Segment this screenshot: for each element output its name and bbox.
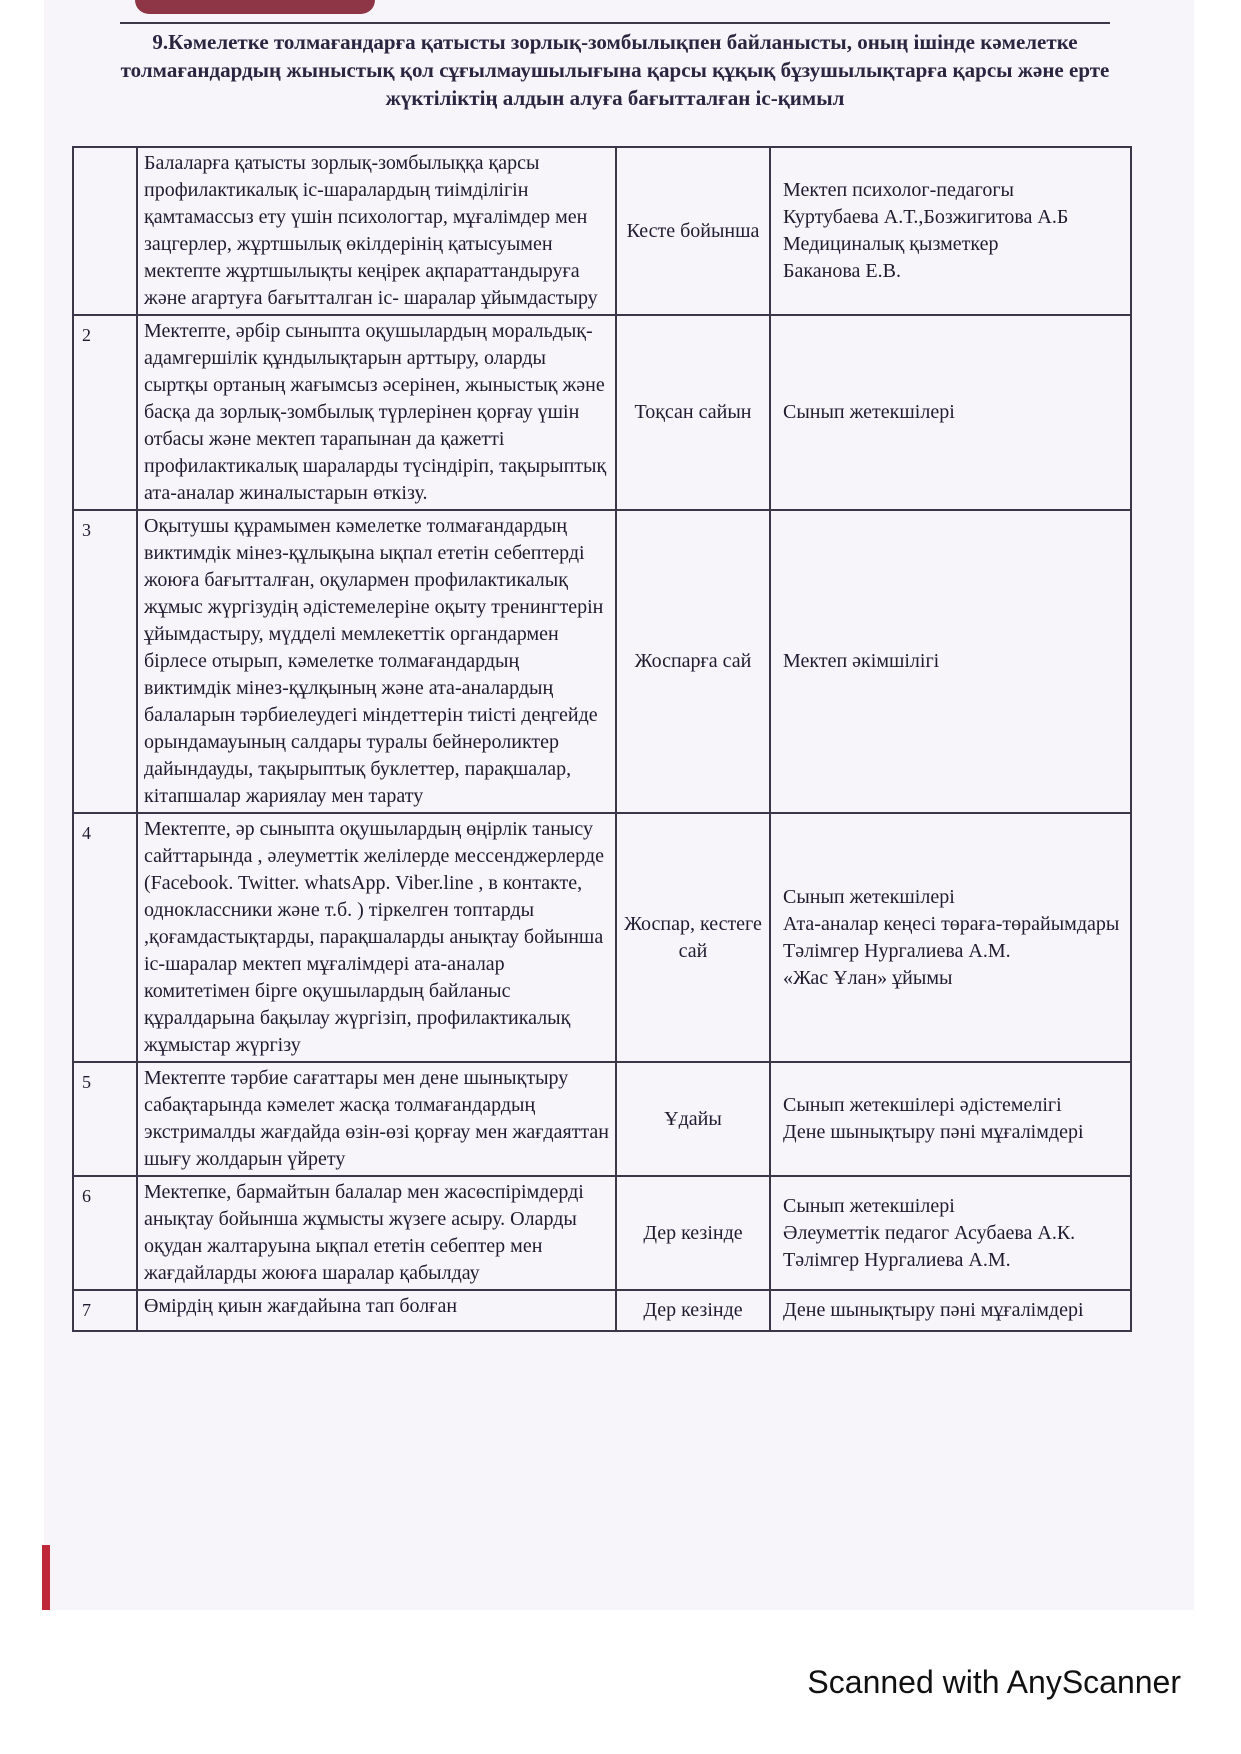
red-folder-edge (135, 0, 375, 14)
responsible-person: Баканова Е.В. (783, 260, 901, 282)
row-responsible (770, 315, 1131, 510)
responsible-person: Дене шынықтыру пәні мұғалімдері (783, 1299, 1084, 1321)
table-row (73, 813, 1131, 1062)
responsible-person: Тәлімгер Нургалиева А.М. (783, 1248, 1011, 1271)
row-deadline: Тоқсан сайын (616, 315, 770, 510)
row-number (73, 147, 137, 315)
responsible-person: «Жас Ұлан» ұйымы (783, 966, 953, 989)
row-deadline: Дер кезінде (616, 1290, 770, 1331)
responsible-person: Сынып жетекшілері (783, 401, 955, 423)
row-deadline: Ұдайы (616, 1062, 770, 1176)
responsible-person: Сынып жетекшілері әдістемелігі (783, 1094, 1062, 1116)
row-description: Мектепте тәрбие сағаттары мен дене шынықтыру сабақтарында кәмелет жасқа толмағандардың экстрималды жағдайда өзін-өзі қорғау мен жағдаяттан шығу жолдарын үйрету (137, 1062, 616, 1176)
table-row (73, 1176, 1131, 1290)
row-deadline: Кесте бойынша (616, 147, 770, 315)
row-description: Мектепте, әр сыныпта оқушылардың өңірлік танысу сайттарында , әлеуметтік желілерде мессенджерлерде (Facebook. Twitter. whatsApp. Viber.line , в контакте, одноклассники және т.б. ) тіркелген топтарды ,қоғамдастықтарды, парақшаларды анықтау бойынша іс-шаралар мектеп мұғалімдері ата-аналар комитетімен бірге оқушылардың байланыс құралдарына бақылау жүргізіп, профилактикалық жұмыстар жүргізу (137, 813, 616, 1062)
scanner-watermark: Scanned with AnyScanner (807, 1664, 1181, 1700)
responsible-person: Медициналық қызметкер (783, 233, 999, 255)
responsible-person: Сынып жетекшілері (783, 885, 955, 908)
measures-table-wrapper (72, 146, 1132, 1332)
measures-table-body (73, 147, 1131, 1331)
row-description: Балаларға қатысты зорлық-зомбылыққа қарсы профилактикалық іс-шаралардың тиімділігін қамтамассыз ету үшін психологтар, мұғалімдер мен зацгерлер, жұртшылық өкілдерінің қатысуымен мектепте жұртшылықты кеңірек ақпараттандыруға және агартуға бағытталган іс- шаралар ұйымдастыру (137, 147, 616, 315)
row-description: Оқытушы құрамымен кәмелетке толмағандардың виктимдік мінез-құлықына ықпал ететін себептерді жоюға бағытталған, оқулармен профилактикалық жұмыс жүргізудің әдістемелеріне оқыту тренингтерін ұйымдастыру, мүдделі мемлекеттік органдармен бірлесе отырып, кәмелетке толмағандардың виктимдік мінез-құлқының және ата-аналардың балаларын тәрбиелеудегі міндеттерін тиісті деңгейде орындамауының салдары туралы бейнероликтер дайындауды, тақырыптық буклеттер, парақшалар, кітапшалар жариялау мен тарату (137, 510, 616, 813)
row-description: Өмірдің қиын жағдайына тап болған (137, 1290, 616, 1331)
responsible-person: Мектеп әкімшілігі (783, 650, 940, 672)
row-number: 7 (73, 1290, 137, 1331)
table-row (73, 1062, 1131, 1176)
row-description: Мектепте, әрбір сыныпта оқушылардың моральдық-адамгершілік құндылықтарын арттыру, оларды сыртқы ортаның жағымсыз әсерінен, жыныстық және басқа да зорлық-зомбылық түрлерінен қорғау үшін отбасы және мектеп тарапынан да қажетті профилактикалық шараларды түсіндіріп, тақырыптық ата-аналар жиналыстарын өткізу. (137, 315, 616, 510)
row-number: 6 (73, 1176, 137, 1290)
row-number: 4 (73, 813, 137, 1062)
row-responsible (770, 813, 1131, 1062)
table-row (73, 315, 1131, 510)
row-number: 5 (73, 1062, 137, 1176)
row-responsible (770, 1176, 1131, 1290)
responsible-person: Ата-аналар кеңесі төраға-төрайымдары (783, 912, 1120, 935)
row-responsible (770, 1062, 1131, 1176)
row-responsible (770, 147, 1131, 315)
responsible-person: Әлеуметтік педагог Асубаева А.К. (783, 1221, 1076, 1244)
row-deadline: Жоспарға сай (616, 510, 770, 813)
row-deadline: Жоспар, кестеге сай (616, 813, 770, 1062)
row-responsible (770, 510, 1131, 813)
row-number: 2 (73, 315, 137, 510)
measures-table (72, 146, 1132, 1332)
row-description: Мектепке, бармайтын балалар мен жасөспірімдерді анықтау бойынша жұмысты жүзеге асыру. Оларды оқудан жалтаруына ықпал ететін себептер мен жағдайларды жоюға шаралар қабылдау (137, 1176, 616, 1290)
row-deadline: Дер кезінде (616, 1176, 770, 1290)
row-responsible (770, 1290, 1131, 1331)
section-heading: 9.Кәмелетке толмағандарға қатысты зорлық-зомбылықпен байланысты, оның ішінде кәмелетке толмағандардың жыныстық қол сұғылмаушылығына қарсы құқық бұзушылықтарға қарсы және ерте жүктіліктің алдын алуға бағытталған іс-қимыл (120, 30, 1110, 110)
red-side-edge (42, 1545, 50, 1610)
table-row (73, 1290, 1131, 1331)
responsible-person: Дене шынықтыру пәні мұғалімдері (783, 1121, 1084, 1143)
table-row (73, 510, 1131, 813)
responsible-person: Сынып жетекшілері (783, 1194, 955, 1217)
heading-top-border (120, 22, 1110, 24)
row-number: 3 (73, 510, 137, 813)
table-row (73, 147, 1131, 315)
responsible-person: Куртубаева А.Т.,Бозжигитова А.Б (783, 206, 1069, 228)
responsible-person: Мектеп психолог-педагогы (783, 179, 1014, 201)
responsible-person: Тәлімгер Нургалиева А.М. (783, 939, 1011, 962)
